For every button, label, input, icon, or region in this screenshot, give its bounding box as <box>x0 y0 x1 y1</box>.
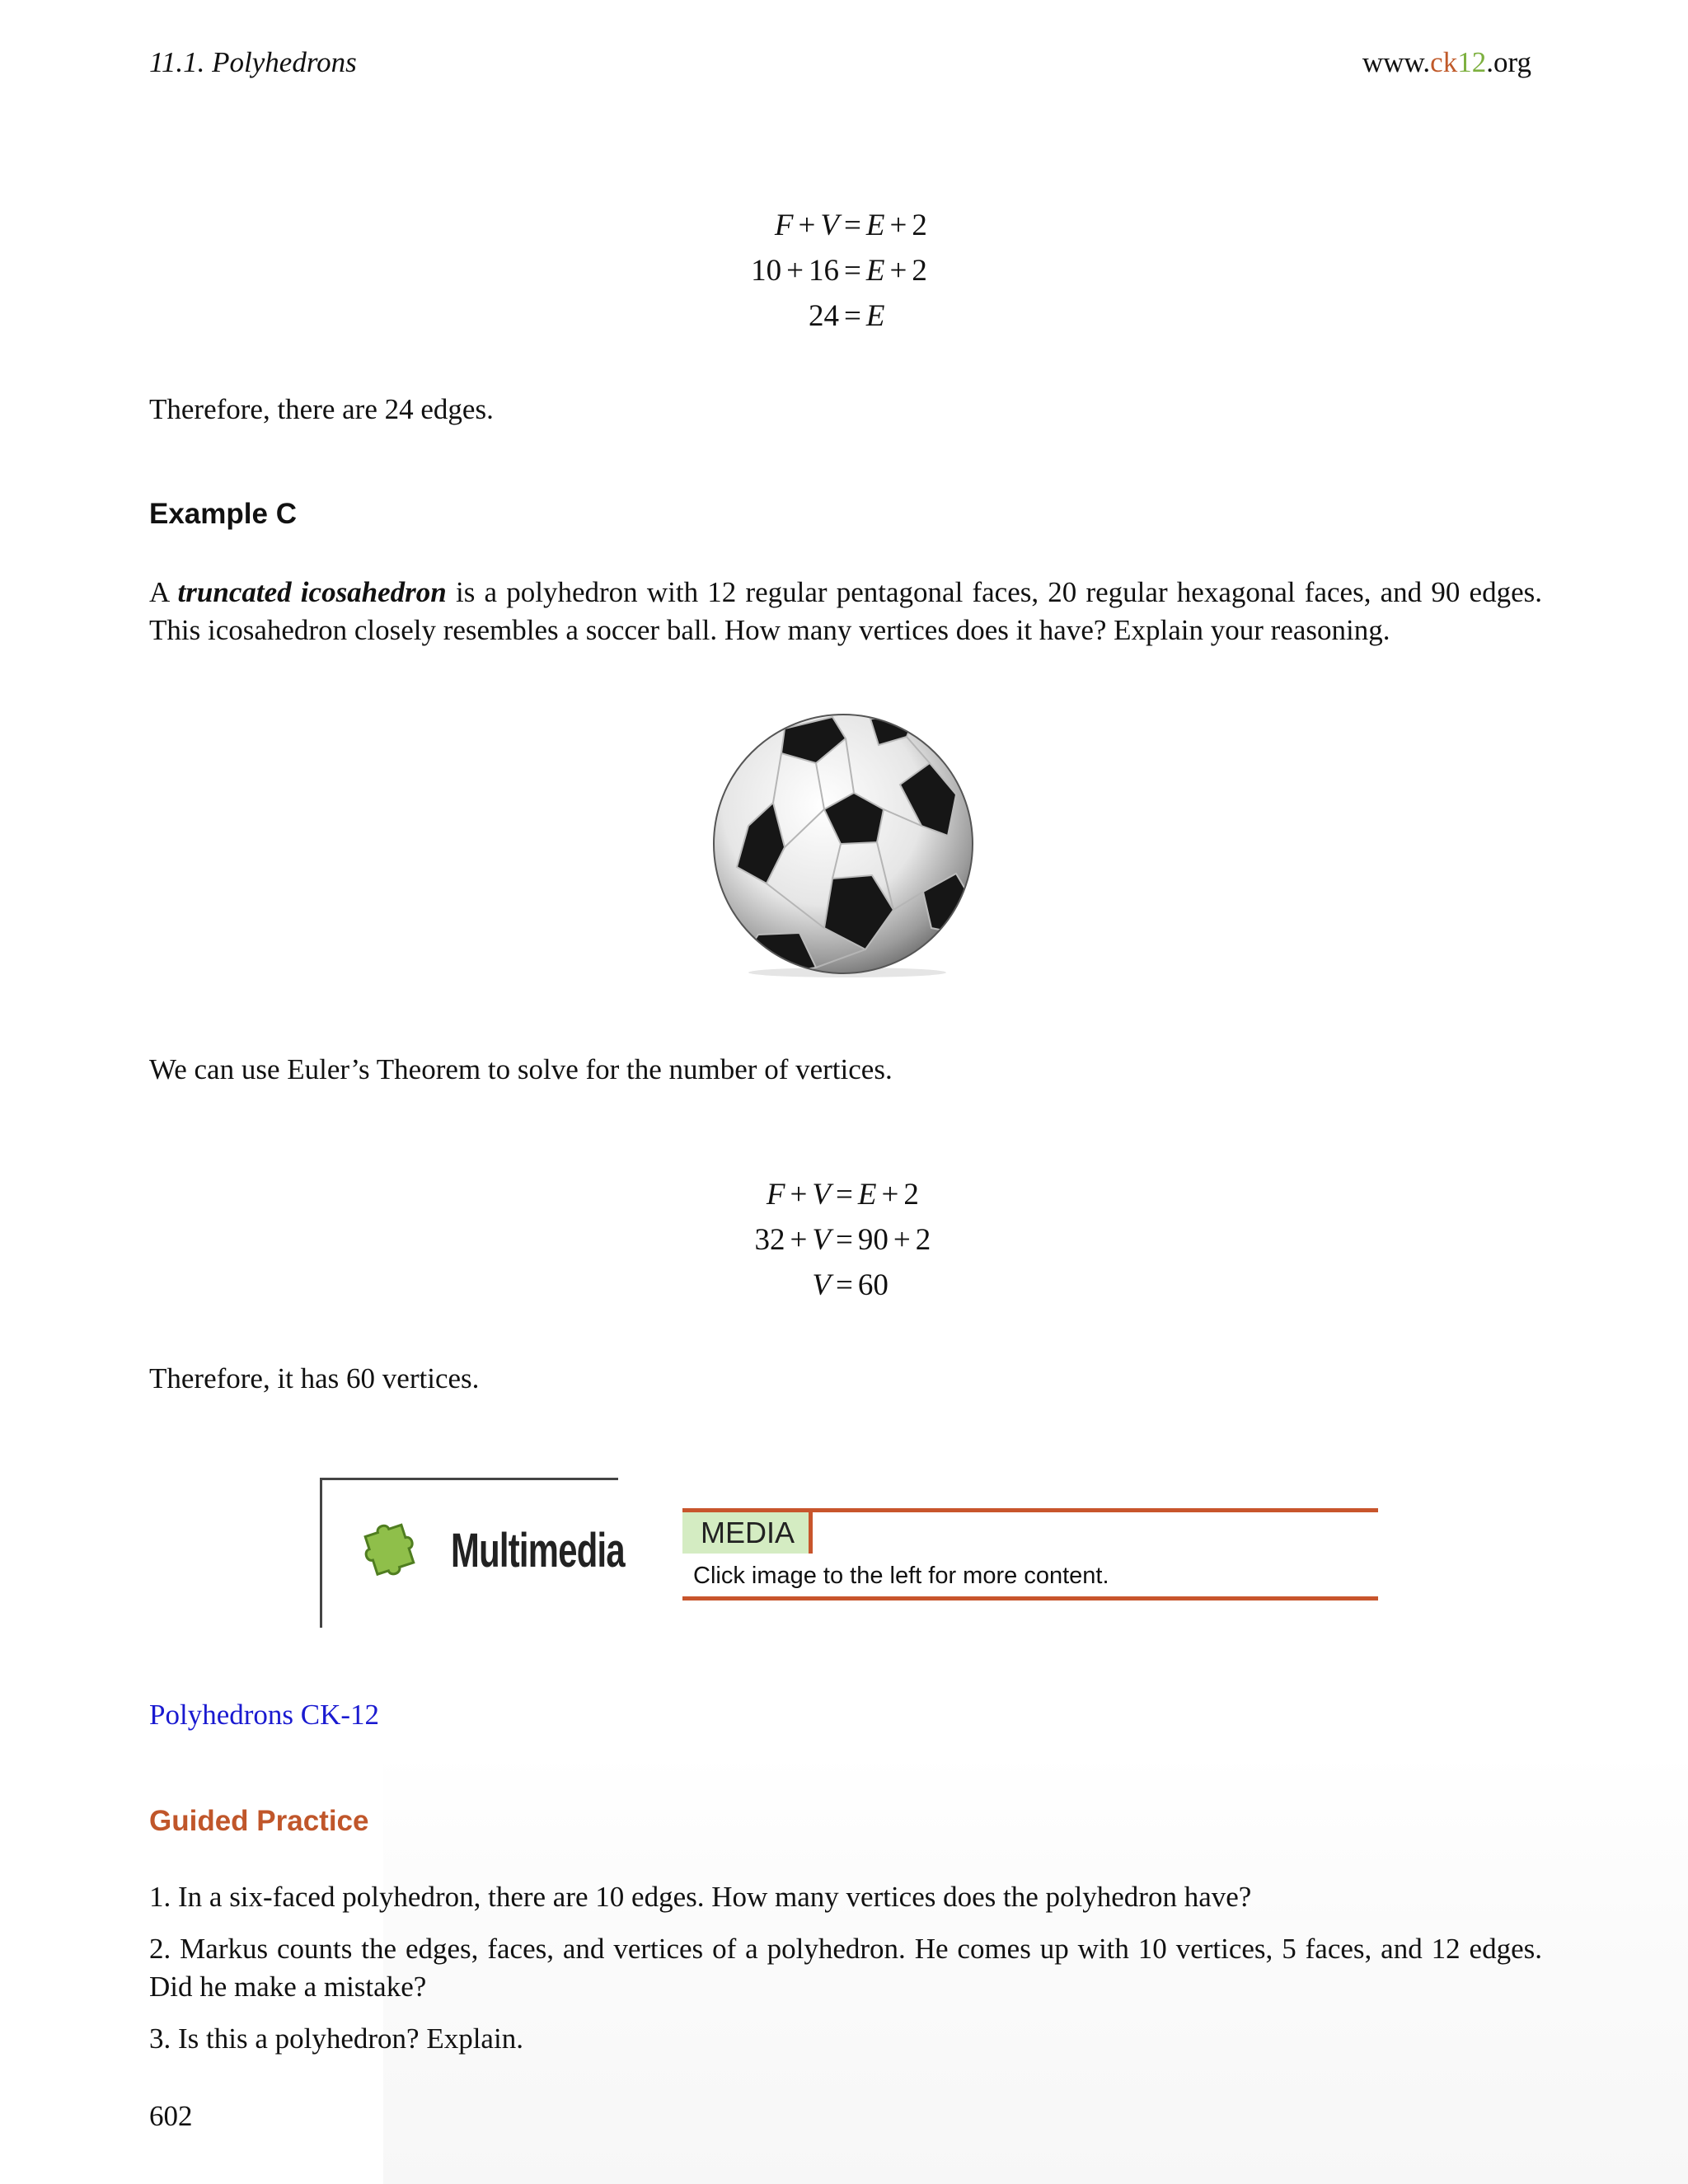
multimedia-thumbnail[interactable] <box>320 1478 625 1628</box>
puzzle-piece-icon <box>360 1521 421 1586</box>
question-1: 1. In a six-faced polyhedron, there are 10 edges. How many vertices does the polyhedron have? <box>149 1881 1252 1913</box>
equation-line: 24 = E <box>809 299 885 333</box>
site-c: c <box>1430 46 1443 78</box>
media-tag: MEDIA <box>682 1512 813 1554</box>
conclusion-text-2: Therefore, it has 60 vertices. <box>149 1362 480 1394</box>
example-c-heading: Example C <box>149 498 297 530</box>
equation-line: F + V = E + 2 <box>774 209 927 242</box>
question-2: 2. Markus counts the edges, faces, and vertices of a polyhedron. He comes up with 10 vertices, 5 faces, and 12 edges. Did he make a mistake? <box>149 1933 1542 2003</box>
media-callout <box>682 1508 1378 1601</box>
equation-line: F + V = E + 2 <box>766 1178 919 1212</box>
page-number: 602 <box>149 2100 193 2132</box>
guided-practice-heading: Guided Practice <box>149 1805 369 1837</box>
site-k: k <box>1442 46 1458 78</box>
equation-line: V = 60 <box>812 1268 889 1302</box>
question-3: 3. Is this a polyhedron? Explain. <box>149 2022 523 2055</box>
euler-intro-text: We can use Euler’s Theorem to solve for the number of vertices. <box>149 1053 893 1085</box>
multimedia-label: Multimedia <box>451 1524 625 1577</box>
media-bottom-rule <box>682 1596 1378 1601</box>
equation-line: 32 + V = 90 + 2 <box>754 1223 931 1257</box>
running-header-site[interactable] <box>1362 46 1531 79</box>
term-truncated-icosahedron: truncated icosahedron <box>177 576 447 608</box>
running-header-section: 11.1. Polyhedrons <box>149 46 357 78</box>
site-12: 12 <box>1457 46 1487 78</box>
site-www: www. <box>1362 46 1431 78</box>
conclusion-text-1: Therefore, there are 24 edges. <box>149 393 494 425</box>
soccer-ball-image <box>709 712 978 977</box>
site-org: .org <box>1486 46 1531 78</box>
media-note: Click image to the left for more content. <box>693 1563 1109 1589</box>
equation-line: 10 + 16 = E + 2 <box>751 254 927 288</box>
polyhedrons-link[interactable]: Polyhedrons CK-12 <box>149 1699 380 1731</box>
example-c-text: A truncated icosahedron is a polyhedron with 12 regular pentagonal faces, 20 regular hexagonal faces, and 90 edges. This icosahedron closely resembles a soccer ball. How many vertices does it have? Explain your reasoning. <box>149 576 1542 646</box>
